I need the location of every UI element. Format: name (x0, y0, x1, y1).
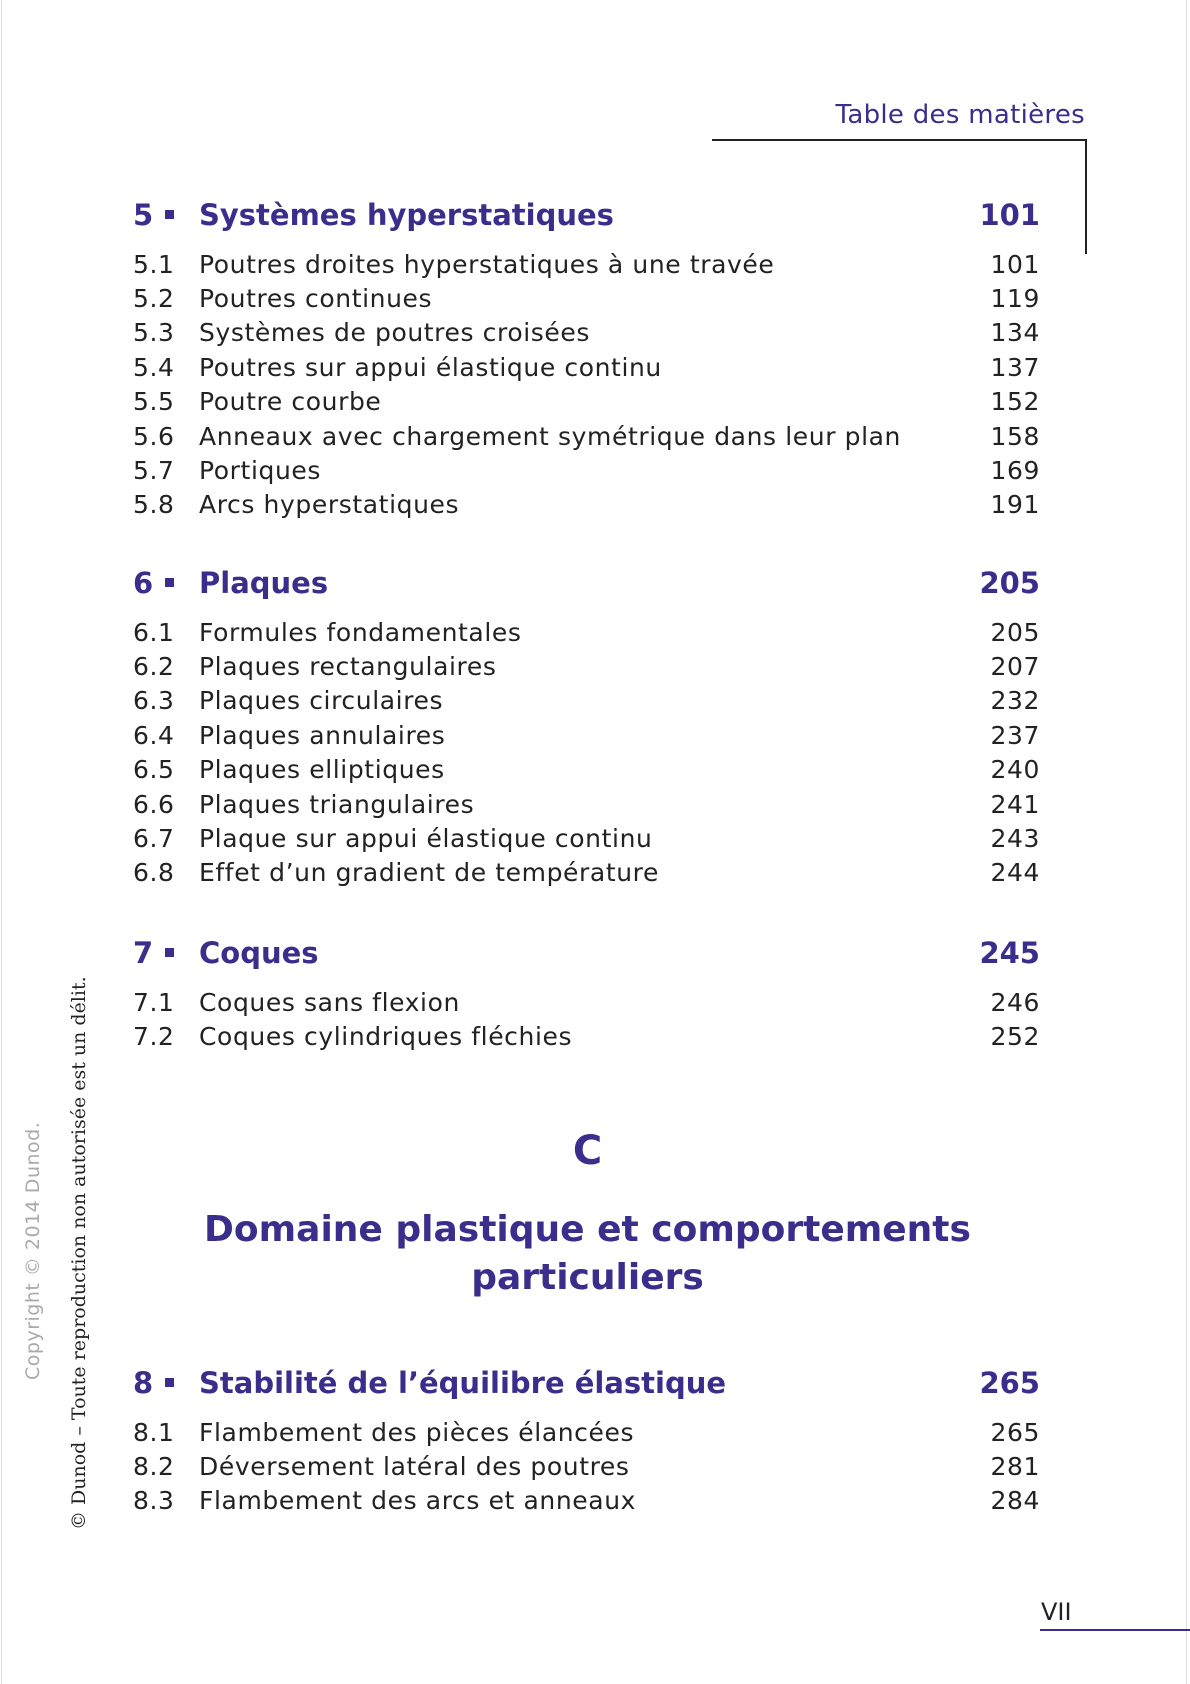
square-bullet-icon (165, 210, 174, 219)
section-page: 137 (990, 352, 1040, 382)
chapter-heading[interactable] (133, 563, 1040, 603)
toc-entry[interactable] (133, 419, 1040, 453)
section-page: 232 (990, 686, 1040, 716)
chapter-title: Stabilité de l’équilibre élastique (199, 1366, 727, 1400)
chapter-8 (133, 1363, 1040, 1518)
section-page: 241 (990, 789, 1040, 819)
section-title: Plaques circulaires (199, 686, 444, 716)
section-title: Effet d’un gradient de température (199, 858, 659, 888)
section-page: 243 (990, 824, 1040, 854)
chapter-7 (133, 933, 1040, 1054)
section-title: Coques cylindriques fléchies (199, 1022, 573, 1052)
section-page: 169 (990, 456, 1040, 486)
section-page: 265 (990, 1417, 1040, 1447)
part-title-line-1: Domaine plastique et comportements (204, 1209, 971, 1250)
section-page: 191 (990, 490, 1040, 520)
chapter-number: 7 (133, 936, 154, 970)
section-number: 8.2 (133, 1452, 175, 1482)
chapter-heading[interactable] (133, 1363, 1040, 1403)
section-number: 7.1 (133, 987, 175, 1017)
copyright-side-text: Copyright © 2014 Dunod. (22, 1121, 44, 1380)
chapter-number: 8 (133, 1366, 154, 1400)
section-number: 5.4 (133, 352, 175, 382)
section-title: Arcs hyperstatiques (199, 490, 460, 520)
chapter-title: Systèmes hyperstatiques (199, 198, 614, 232)
section-title: Anneaux avec chargement symétrique dans leur plan (199, 421, 901, 451)
section-number: 5.2 (133, 284, 175, 314)
section-title: Plaques rectangulaires (199, 652, 497, 682)
toc-entry[interactable] (133, 1019, 1040, 1053)
chapter-page: 245 (979, 936, 1040, 970)
section-page: 240 (990, 755, 1040, 785)
toc-entry[interactable] (133, 350, 1040, 384)
section-title: Portiques (199, 456, 322, 486)
toc-entry[interactable] (133, 649, 1040, 683)
chapter-page: 265 (979, 1366, 1040, 1400)
section-page: 205 (990, 617, 1040, 647)
section-number: 5.6 (133, 421, 175, 451)
section-number: 5.3 (133, 318, 175, 348)
toc-entry[interactable] (133, 718, 1040, 752)
section-number: 6.3 (133, 686, 175, 716)
section-page: 158 (990, 421, 1040, 451)
section-title: Plaques annulaires (199, 720, 446, 750)
toc-entry[interactable] (133, 753, 1040, 787)
chapter-title: Plaques (199, 566, 329, 600)
section-title: Formules fondamentales (199, 617, 522, 647)
section-title: Déversement latéral des poutres (199, 1452, 630, 1482)
section-page: 252 (990, 1022, 1040, 1052)
section-title: Flambement des arcs et anneaux (199, 1486, 637, 1516)
header-vertical-rule (1085, 139, 1087, 254)
section-title: Plaques triangulaires (199, 789, 475, 819)
section-number: 6.7 (133, 824, 175, 854)
section-number: 6.8 (133, 858, 175, 888)
toc-entry[interactable] (133, 787, 1040, 821)
part-title-line-2: particuliers (471, 1257, 704, 1298)
square-bullet-icon (165, 578, 174, 587)
toc-entry[interactable] (133, 281, 1040, 315)
section-number: 8.3 (133, 1486, 175, 1516)
toc-entry[interactable] (133, 1449, 1040, 1483)
toc-entry[interactable] (133, 684, 1040, 718)
section-title: Systèmes de poutres croisées (199, 318, 590, 348)
chapter-page: 101 (979, 198, 1040, 232)
section-page: 281 (990, 1452, 1040, 1482)
chapter-number: 6 (133, 566, 154, 600)
chapter-page: 205 (979, 566, 1040, 600)
section-title: Poutres droites hyperstatiques à une travée (199, 249, 775, 279)
toc-entry[interactable] (133, 247, 1040, 281)
toc-entry[interactable] (133, 821, 1040, 855)
toc-entry[interactable] (133, 488, 1040, 522)
toc-entry[interactable] (133, 385, 1040, 419)
section-number: 5.7 (133, 456, 175, 486)
chapter-number: 5 (133, 198, 154, 232)
reproduction-notice: © Dunod – Toute reproduction non autorisée est un délit. (68, 976, 90, 1530)
toc-entry[interactable] (133, 316, 1040, 350)
toc-entry[interactable] (133, 615, 1040, 649)
section-page: 284 (990, 1486, 1040, 1516)
section-title: Coques sans flexion (199, 987, 460, 1017)
section-page: 134 (990, 318, 1040, 348)
section-page: 207 (990, 652, 1040, 682)
section-page: 101 (990, 249, 1040, 279)
section-number: 5.8 (133, 490, 175, 520)
section-page: 119 (990, 284, 1040, 314)
section-page: 244 (990, 858, 1040, 888)
chapter-5 (133, 195, 1040, 522)
section-number: 6.6 (133, 789, 175, 819)
part-letter: C (572, 1128, 603, 1174)
section-title: Flambement des pièces élancées (199, 1417, 635, 1447)
square-bullet-icon (165, 948, 174, 957)
page-number: VII (1041, 1598, 1072, 1626)
section-title: Poutre courbe (199, 387, 382, 417)
running-head: Table des matières (835, 100, 1085, 130)
toc-entry[interactable] (133, 1415, 1040, 1449)
chapter-title: Coques (199, 936, 319, 970)
chapter-heading[interactable] (133, 195, 1040, 235)
section-title: Poutres continues (199, 284, 433, 314)
section-number: 8.1 (133, 1417, 175, 1447)
toc-entry[interactable] (133, 1484, 1040, 1518)
section-number: 5.1 (133, 249, 175, 279)
toc-entry[interactable] (133, 985, 1040, 1019)
section-number: 6.2 (133, 652, 175, 682)
header-rule (712, 139, 1086, 141)
part-title (150, 1206, 1025, 1302)
chapter-6 (133, 563, 1040, 890)
toc-entry[interactable] (133, 453, 1040, 487)
section-number: 6.5 (133, 755, 175, 785)
section-title: Plaques elliptiques (199, 755, 445, 785)
square-bullet-icon (165, 1378, 174, 1387)
section-number: 6.1 (133, 617, 175, 647)
section-page: 152 (990, 387, 1040, 417)
section-page: 237 (990, 720, 1040, 750)
toc-entry[interactable] (133, 856, 1040, 890)
section-page: 246 (990, 987, 1040, 1017)
section-title: Plaque sur appui élastique continu (199, 824, 653, 854)
section-title: Poutres sur appui élastique continu (199, 352, 662, 382)
footer-rule (1040, 1629, 1190, 1631)
section-number: 7.2 (133, 1022, 175, 1052)
chapter-heading[interactable] (133, 933, 1040, 973)
section-number: 6.4 (133, 720, 175, 750)
section-number: 5.5 (133, 387, 175, 417)
